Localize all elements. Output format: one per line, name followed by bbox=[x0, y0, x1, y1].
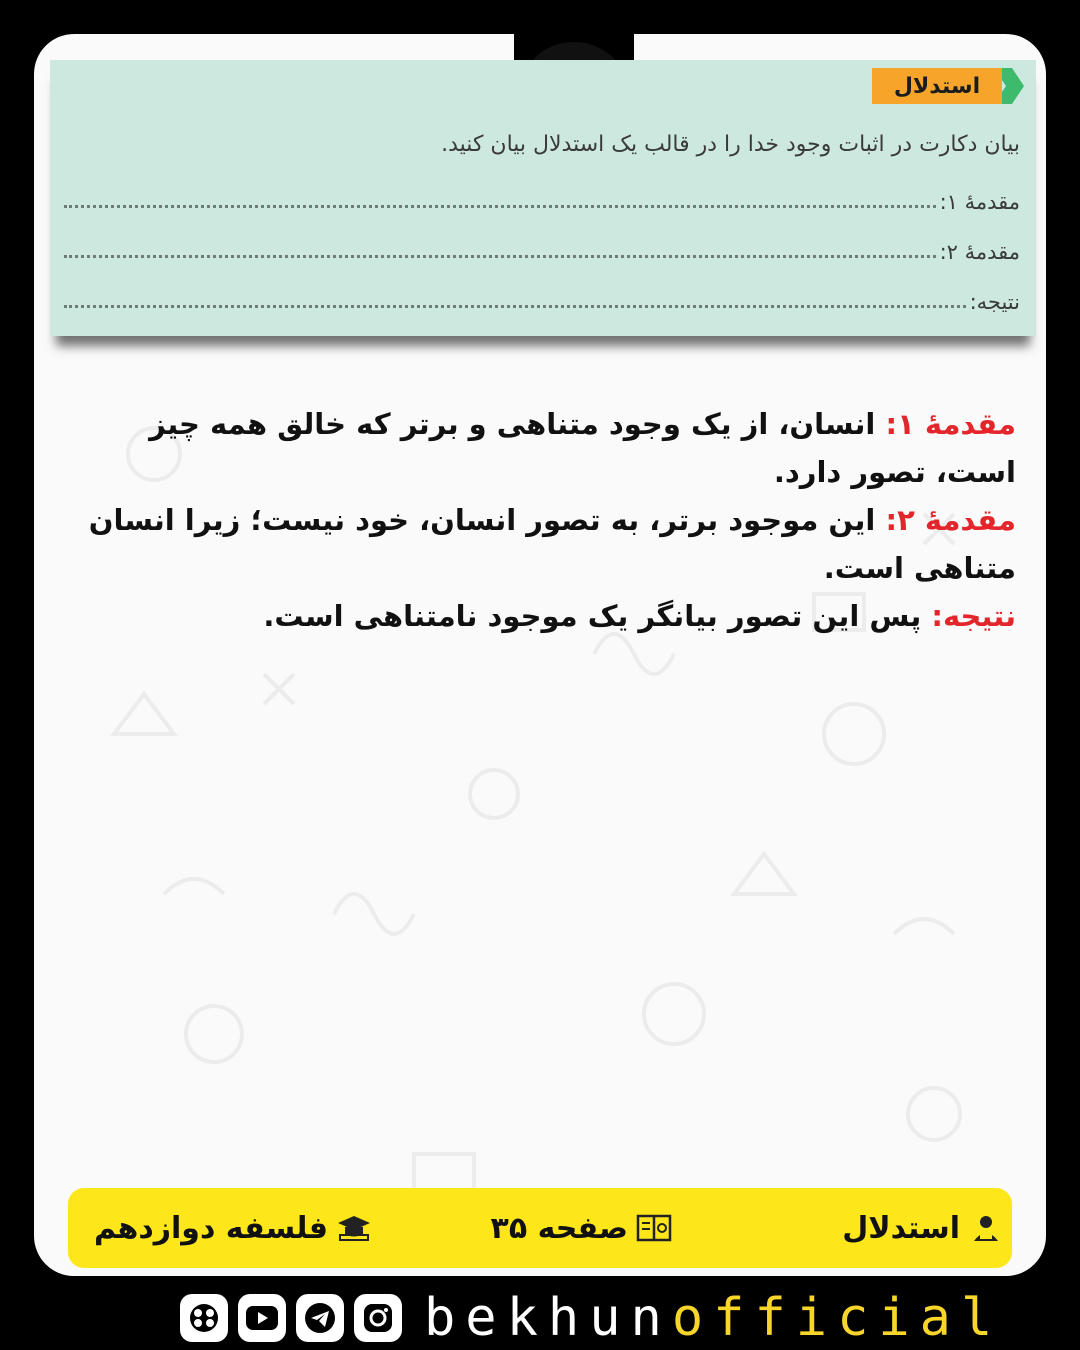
dotted-line bbox=[64, 255, 936, 258]
textbook-question: بیان دکارت در اثبات وجود خدا را در قالب یک استدلال بیان کنید. bbox=[441, 132, 1020, 157]
tag-label: استدلال bbox=[872, 68, 1002, 104]
dotted-line bbox=[64, 305, 966, 308]
conclusion-label: نتیجه: bbox=[969, 290, 1020, 314]
textbook-excerpt bbox=[50, 60, 1036, 336]
footer-topic bbox=[842, 1188, 1004, 1268]
answer-conclusion bbox=[62, 592, 1016, 640]
premise-2-label: مقدمهٔ ۲: bbox=[939, 240, 1020, 264]
book-icon bbox=[636, 1210, 672, 1246]
premise-1-label: مقدمهٔ ۱: bbox=[939, 190, 1020, 214]
brand-handle bbox=[424, 1288, 1002, 1348]
answer-premise-1 bbox=[62, 400, 1016, 496]
answer-premise-1-text: انسان، از یک وجود متناهی و برتر که خالق همه چیز است، تصور دارد. bbox=[149, 407, 1016, 489]
telegram-icon[interactable] bbox=[296, 1294, 344, 1342]
answer-premise-1-label: مقدمهٔ ۱: bbox=[885, 407, 1016, 441]
instagram-icon[interactable] bbox=[354, 1294, 402, 1342]
footer-bar bbox=[68, 1188, 1012, 1268]
textbook-tag bbox=[874, 68, 1024, 104]
brand-part-1: bekhun bbox=[424, 1288, 672, 1348]
footer-topic-label: استدلال bbox=[842, 1210, 960, 1246]
footer-page bbox=[491, 1188, 672, 1268]
brand-part-2: official bbox=[671, 1288, 1003, 1348]
conclusion-line bbox=[64, 284, 1020, 314]
answer-conclusion-text: پس این تصور بیانگر یک موجود نامتناهی است. bbox=[263, 599, 932, 633]
answer-premise-2 bbox=[62, 496, 1016, 592]
teacher-icon bbox=[968, 1210, 1004, 1246]
aparat-icon[interactable] bbox=[180, 1294, 228, 1342]
footer-subject-label: فلسفه دوازدهم bbox=[94, 1210, 328, 1246]
footer-subject bbox=[94, 1188, 372, 1268]
youtube-icon[interactable] bbox=[238, 1294, 286, 1342]
answer-conclusion-label: نتیجه: bbox=[931, 599, 1016, 633]
premise-1-line bbox=[64, 184, 1020, 214]
answer-block bbox=[62, 400, 1016, 640]
answer-premise-2-text: این موجود برتر، به تصور انسان، خود نیست؛ زیرا انسان متناهی است. bbox=[88, 503, 1016, 585]
premise-2-line bbox=[64, 234, 1020, 264]
social-bar bbox=[180, 1288, 1002, 1348]
graduation-cap-icon bbox=[336, 1210, 372, 1246]
footer-page-label: صفحه ۳۵ bbox=[490, 1210, 628, 1246]
answer-premise-2-label: مقدمهٔ ۲: bbox=[885, 503, 1016, 537]
dotted-line bbox=[64, 205, 936, 208]
